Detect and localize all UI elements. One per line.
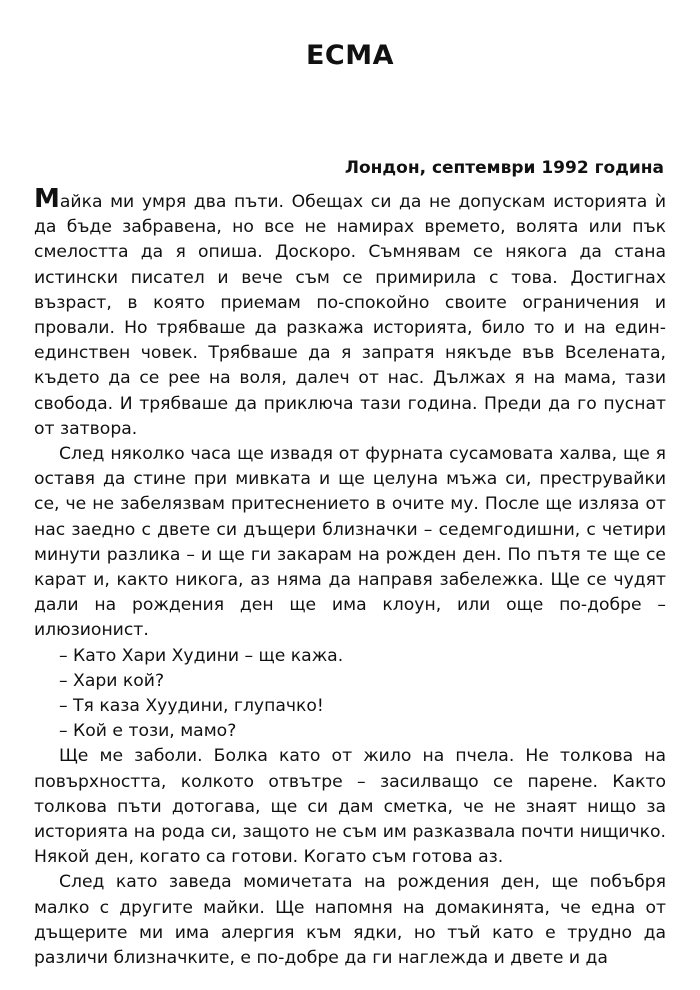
dialogue-line-4: – Кой е този, мамо? xyxy=(59,721,237,742)
dialogue-line-2: – Хари кой? xyxy=(59,670,165,691)
dialogue-line-3: – Тя каза Хуудини, глупачко! xyxy=(59,696,324,717)
dateline: Лондон, септември 1992 година xyxy=(344,158,664,178)
paragraph-3: Ще ме заболи. Болка като от жило на пчела. Не толкова на повърхността, колкото отвътре – засилващо се парене. Както толкова пъти дотогава, ще си дам сметка, че не знаят нищо за историята на рода си, защото не съм им разказвала почти нищичко. Някой ден, когато са готови. Когато съм готова аз. xyxy=(34,746,666,868)
drop-cap: М xyxy=(34,184,60,214)
chapter-title: ЕСМА xyxy=(305,40,395,71)
paragraph-1 xyxy=(34,184,666,442)
paragraph-4: След като заведа момичетата на рождения ден, ще побъбря малко с другите майки. Ще напомня на домакинята, че една от дъщерите ми има алергия към ядки, но тъй като е трудно да различи близначките, е по-добре да ги наглежда и двете и да xyxy=(34,872,666,969)
paragraph-2: След няколко часа ще извадя от фурната сусамовата халва, ще я оставя да стине при мивката и ще целуна мъжа си, преструвайки се, че не забелязвам притеснението в очите му. После ще изляза от нас заедно с двете си дъщери близначки – седемгодишни, с четири минути разлика – и ще ги закарам на рожден ден. По пътя те ще се карат и, както никога, аз няма да направя забележка. Ще се чудят дали на рождения ден ще има клоун, или още по-добре – илюзионист. xyxy=(34,444,666,641)
body-text xyxy=(34,184,666,971)
paragraph-1-text: айка ми умря два пъти. Обещах си да не допускам историята ѝ да бъде забравена, но все не намирах времето, волята или пък смелостта да я опиша. Доскоро. Съмнявам се някога да стана истински писател и вече съм се примирила с това. Достигнах възраст, в която приемам по-спокойно своите ограничения и провали. Но трябваше да разкажа историята, било то и на един-единствен човек. Трябваше да я запратя някъде във Вселената, където да се рее на воля, далеч от нас. Дължах я на мама, тази свобода. И трябваше да приключа тази година. Преди да го пуснат от затвора. xyxy=(34,192,666,439)
dialogue-line-1: – Като Хари Худини – ще кажа. xyxy=(59,645,344,666)
